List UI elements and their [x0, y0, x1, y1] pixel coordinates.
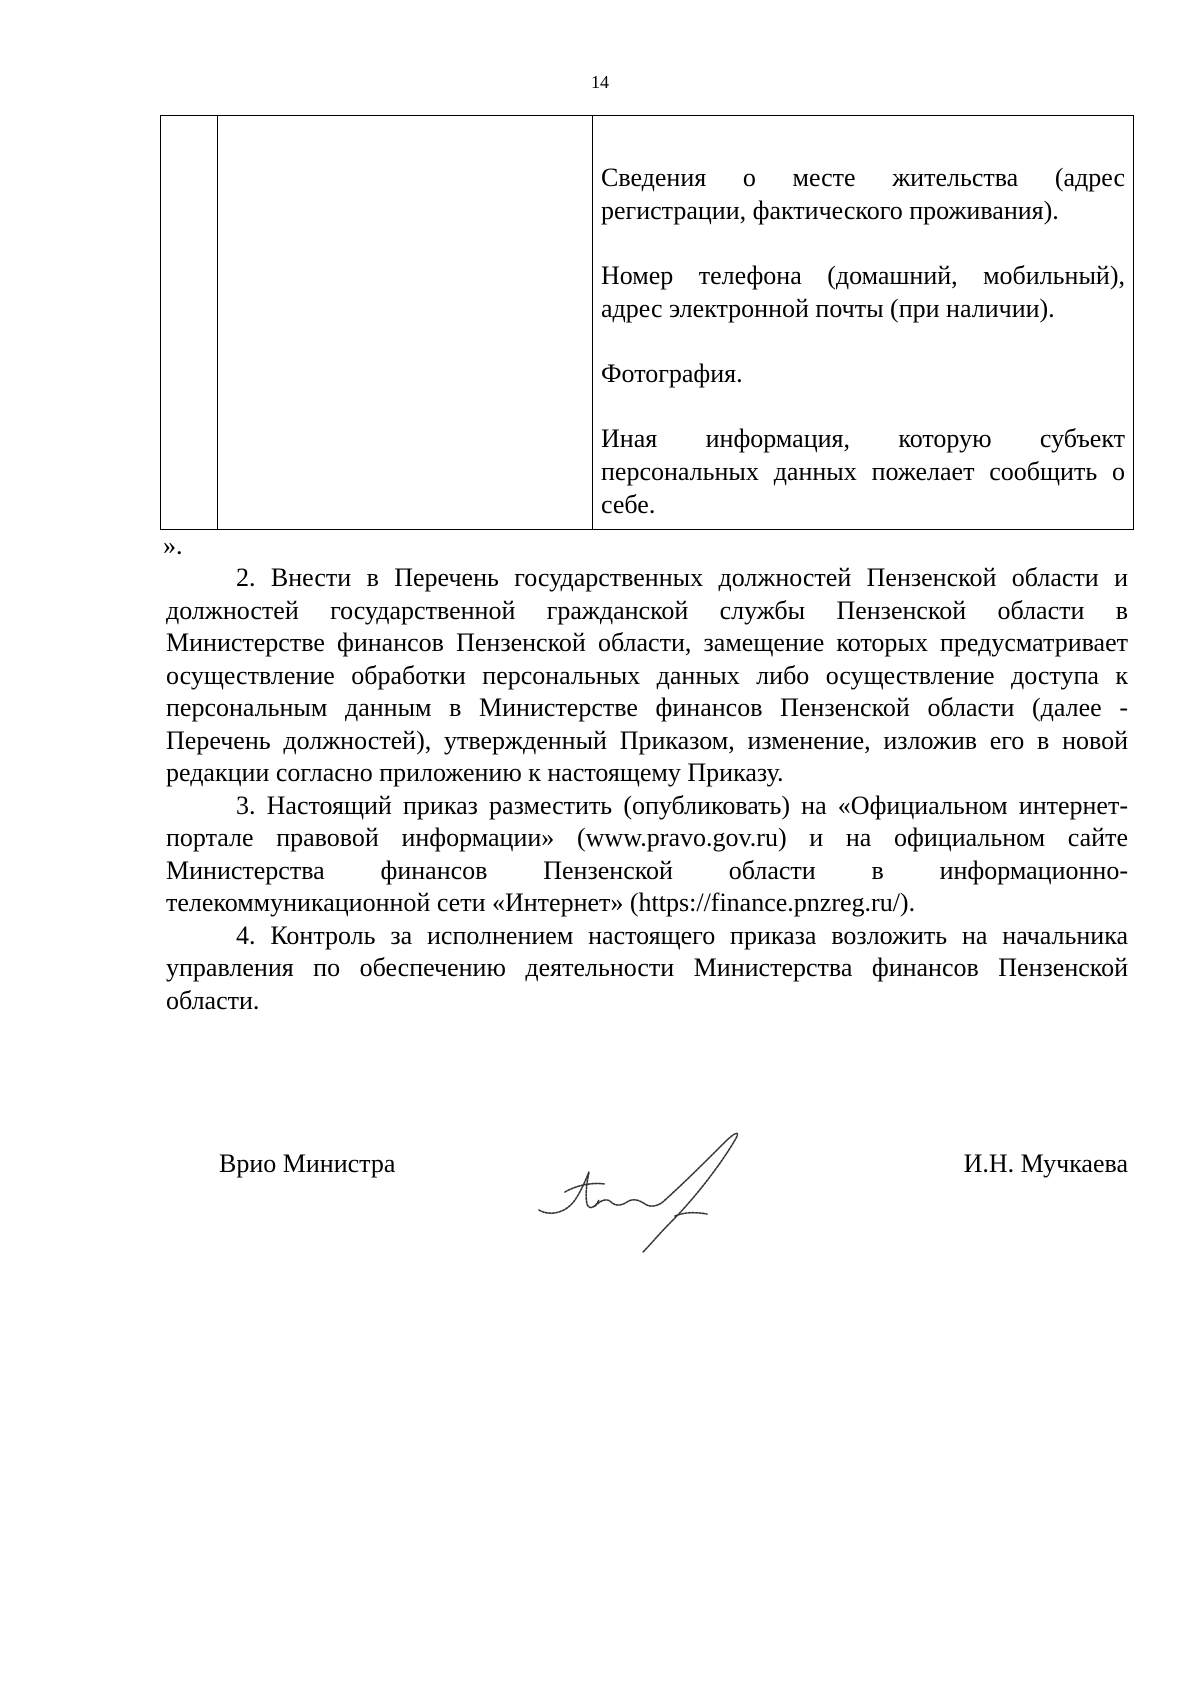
paragraph-item-3: 3. Настоящий приказ разместить (опубликовать) на «Официальном интернет-портале правовой информации» (www.pravo.gov.ru) и на официальном сайте Министерства финансов Пензенской области в информационно-телекоммуникационной сети «Интернет» (https://finance.pnzreg.ru/).: [166, 790, 1128, 917]
list-item: Фотография.: [601, 359, 743, 388]
signer-position: Врио Министра: [219, 1149, 396, 1178]
closing-quote: ».: [163, 531, 183, 560]
page-number: 14: [591, 72, 609, 92]
table-cell-category: [218, 116, 593, 530]
list-item: Иная информация, которую субъект персональных данных пожелает сообщить о себе.: [601, 424, 1125, 519]
data-table: [160, 115, 1134, 530]
table-cell-number: [161, 116, 218, 530]
data-list: [593, 116, 1133, 529]
list-item: Сведения о месте жительства (адрес регистрации, фактического проживания).: [601, 163, 1125, 225]
table-cell-data-list: [593, 116, 1134, 530]
signer-name: И.Н. Мучкаева: [963, 1149, 1128, 1178]
table-row: [161, 116, 1134, 530]
list-item: Номер телефона (домашний, мобильный), адрес электронной почты (при наличии).: [601, 261, 1125, 323]
document-body: [166, 562, 1128, 1017]
paragraph-item-2: 2. Внести в Перечень государственных должностей Пензенской области и должностей государственной гражданской службы Пензенской области в Министерстве финансов Пензенской области, замещение которых предусматривает осуществление обработки персональных данных либо осуществление доступа к персональным данным в Министерстве финансов Пензенской области (далее - Перечень должностей), утвержденный Приказом, изменение, изложив его в новой редакции согласно приложению к настоящему Приказу.: [166, 563, 1128, 787]
signature-block: [0, 1148, 1200, 1268]
handwritten-signature-icon: [535, 1120, 775, 1260]
paragraph-item-4: 4. Контроль за исполнением настоящего приказа возложить на начальника управления по обеспечению деятельности Министерства финансов Пензенской области.: [166, 920, 1128, 1015]
